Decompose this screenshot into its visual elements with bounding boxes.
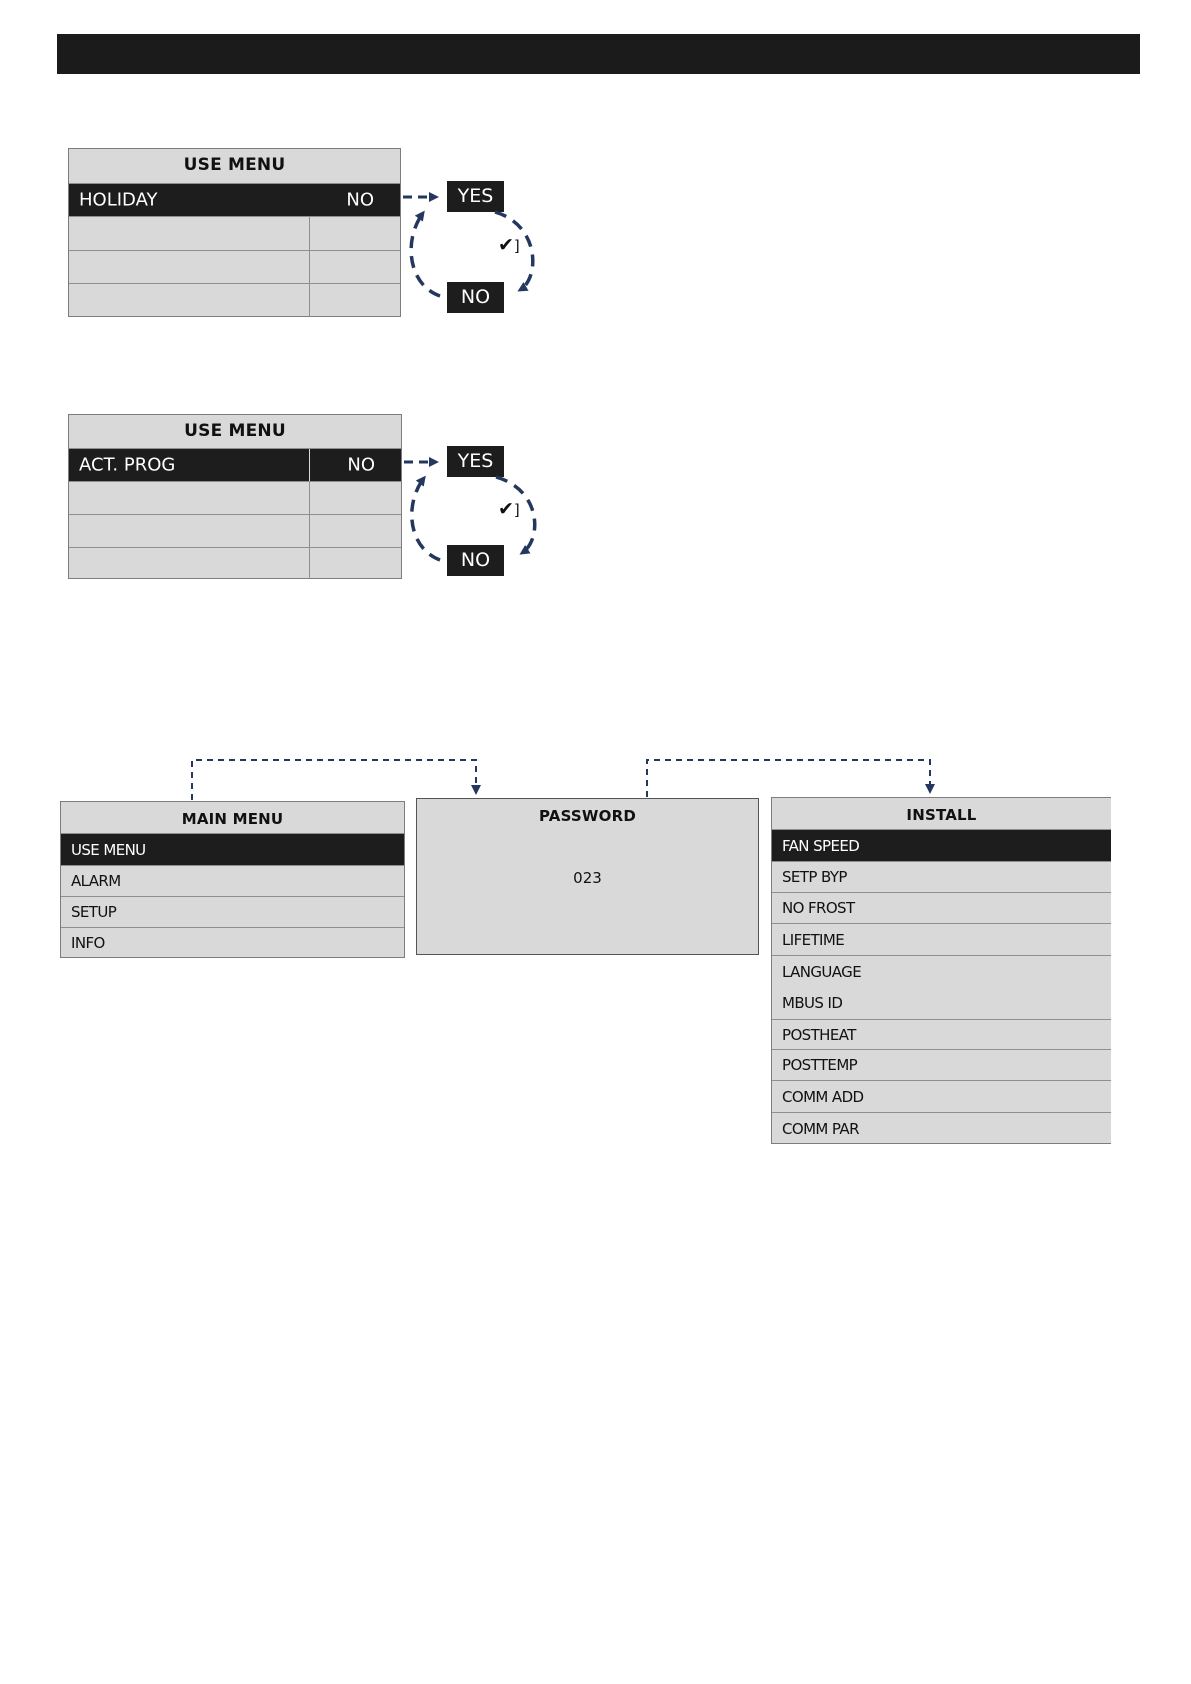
menu-item[interactable] <box>772 923 1111 955</box>
menu-item[interactable] <box>772 955 1111 987</box>
menu-item-label: ACT. PROG <box>79 454 176 476</box>
yes-option[interactable]: YES <box>447 446 504 477</box>
menu-item[interactable] <box>61 865 404 896</box>
menu-item-label: INFO <box>71 934 105 952</box>
menu-item[interactable] <box>61 927 404 958</box>
menu-item[interactable] <box>772 861 1111 892</box>
menu-item-holiday[interactable] <box>69 183 400 216</box>
menu-item-label: FAN SPEED <box>782 836 860 855</box>
toggle-loop-arrow <box>411 213 440 296</box>
menu-title: USE MENU <box>183 155 286 175</box>
menu-item[interactable] <box>772 987 1111 1019</box>
menu-title: USE MENU <box>184 421 286 441</box>
menu-item[interactable] <box>772 1112 1111 1144</box>
menu-item[interactable] <box>772 1080 1111 1112</box>
menu-item-act-prog[interactable] <box>69 448 401 481</box>
menu-item-empty <box>69 283 400 317</box>
menu-title: MAIN MENU <box>181 810 284 828</box>
checkmark-icon: ✔] <box>498 498 520 520</box>
menu-item-empty <box>69 514 401 547</box>
menu-item-label: SETP BYP <box>782 868 847 886</box>
menu-item-empty <box>69 216 400 250</box>
main-menu-screen <box>60 801 405 958</box>
toggle-loop-arrow <box>412 478 440 560</box>
password-screen <box>416 798 759 955</box>
menu-item[interactable] <box>772 1049 1111 1080</box>
menu-item-value: NO <box>347 454 375 476</box>
act-prog-use-menu-screen <box>68 414 402 579</box>
no-option[interactable]: NO <box>447 545 504 576</box>
menu-item-label: COMM ADD <box>782 1087 864 1106</box>
arrow-main-to-password <box>192 760 476 800</box>
password-value[interactable]: 023 <box>573 869 602 887</box>
header-bar <box>57 34 1140 74</box>
menu-item-label: MBUS ID <box>782 994 843 1012</box>
yes-option[interactable]: YES <box>447 181 504 212</box>
menu-item-label: POSTTEMP <box>782 1056 858 1074</box>
menu-item-label: LANGUAGE <box>782 962 862 981</box>
menu-title: INSTALL <box>906 806 977 824</box>
checkmark-icon: ✔] <box>498 234 520 256</box>
menu-item-empty <box>69 481 401 514</box>
menu-item-empty <box>69 547 401 579</box>
menu-item-label: ALARM <box>71 872 121 890</box>
menu-title: PASSWORD <box>538 807 637 825</box>
menu-item[interactable] <box>61 896 404 927</box>
menu-item[interactable] <box>772 1019 1111 1049</box>
holiday-use-menu-screen <box>68 148 401 317</box>
menu-item-empty <box>69 250 400 283</box>
menu-item-label: POSTHEAT <box>782 1025 856 1044</box>
menu-item-value: NO <box>346 189 374 211</box>
menu-item-label: LIFETIME <box>782 930 845 949</box>
menu-item-label: SETUP <box>71 903 117 921</box>
menu-item-label: COMM PAR <box>782 1119 859 1138</box>
arrow-password-to-install <box>647 760 930 797</box>
menu-item-label: USE MENU <box>71 840 146 859</box>
menu-item[interactable] <box>772 892 1111 923</box>
install-menu-screen <box>771 797 1111 1144</box>
menu-item-label: NO FROST <box>782 899 855 917</box>
menu-item[interactable] <box>61 833 404 865</box>
no-option[interactable]: NO <box>447 282 504 313</box>
menu-item[interactable] <box>772 829 1111 861</box>
menu-item-label: HOLIDAY <box>79 189 158 211</box>
